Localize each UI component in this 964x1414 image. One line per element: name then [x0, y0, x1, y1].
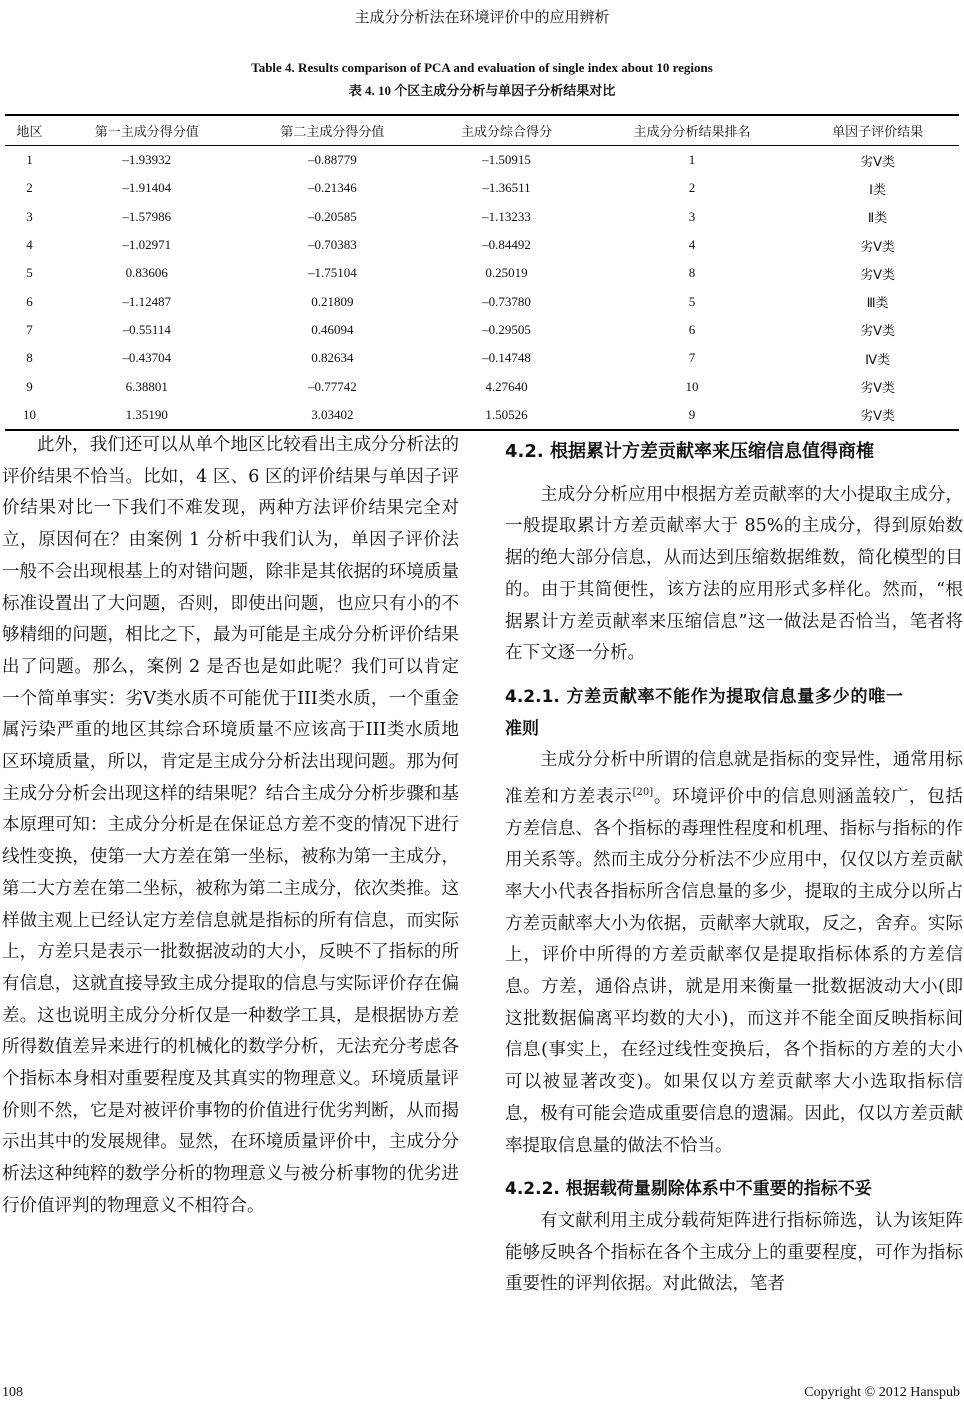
- table-cell: Ⅲ类: [866, 295, 889, 311]
- page-number: 108: [2, 1385, 23, 1400]
- table-header: [5, 115, 959, 146]
- table-cell: –0.20585: [307, 208, 357, 224]
- right-column: [505, 436, 963, 1301]
- table-row: [5, 146, 959, 175]
- table-cell: 9: [26, 378, 33, 394]
- table-cell: 0.82634: [311, 350, 354, 366]
- table-cell: 6: [688, 321, 696, 337]
- table-cell: 1: [688, 152, 696, 168]
- table-cell: –1.36511: [482, 180, 531, 196]
- table-row: [5, 316, 959, 344]
- citation[interactable]: [20]: [632, 787, 654, 799]
- table-row: [5, 259, 959, 287]
- paragraph: 主成分分析应用中根据方差贡献率的大小提取主成分，一般提取累计方差贡献率大于 85%的主成分，得到原始数据的绝大部分信息，从而达到压缩数据维数，简化模型的目的。由于其简便性，该方法的应用形式多样化。然而，“根据累计方差贡献率来压缩信息”这一做法是否恰当，笔者将在下文逐一分析。: [505, 484, 963, 664]
- table-cell: –0.88779: [307, 152, 357, 168]
- table-cell: 3: [688, 208, 696, 224]
- table-cell: 2: [688, 180, 696, 196]
- table-cell: 0.83606: [125, 265, 168, 281]
- section-heading-4-2-2: 4.2.2. 根据载荷量剔除体系中不重要的指标不妥: [505, 1179, 872, 1200]
- table-cell: 3: [26, 208, 33, 224]
- column-header: 单因子评价结果: [832, 124, 924, 139]
- table-row: [5, 344, 959, 372]
- table-cell: –1.50915: [482, 152, 531, 168]
- table-cell: –1.93932: [122, 152, 172, 168]
- table-cell: 劣Ⅴ类: [860, 266, 896, 282]
- section-heading-4-2-1: [505, 682, 963, 745]
- table-cell: Ⅳ类: [865, 351, 891, 367]
- section-heading-4-2: 4.2. 根据累计方差贡献率来压缩信息值得商榷: [505, 441, 874, 462]
- table-cell: Ⅰ类: [869, 181, 886, 197]
- table-cell: 4: [26, 237, 33, 253]
- table-cell: –1.12487: [122, 293, 172, 309]
- table-cell: 1: [26, 152, 33, 168]
- table-cell: 1.35190: [125, 406, 168, 422]
- copyright: Copyright © 2012 Hanspub: [804, 1385, 960, 1400]
- text: 主成分分析中所谓的信息就是指标的变异性，通常用标准差和方差表示: [505, 750, 963, 807]
- table-cell: –0.43704: [122, 350, 172, 366]
- table-cell: 劣Ⅴ类: [860, 380, 896, 396]
- paragraph: 有文献利用主成分载荷矩阵进行指标筛选，认为该矩阵能够反映各个指标在各个主成分上的重要程度，可作为指标重要性的评判依据。对此做法，笔者: [505, 1211, 963, 1295]
- table-cell: 3.03402: [311, 406, 354, 422]
- column-header: 第二主成分得分值: [280, 124, 385, 139]
- table-cell: 0.46094: [311, 321, 354, 337]
- table-cell: –1.13233: [482, 208, 531, 224]
- table-cell: 6.38801: [125, 378, 168, 394]
- text: 。环境评价中的信息则涵盖较广，包括方差信息、各个指标的毒理性程度和机理、指标与指标的作用关系等。然而主成分分析法不少应用中，仅仅以方差贡献率大小代表各指标所含信息量的多少，提取的主成分以所占方差贡献率大小为依据，贡献率大就取，反之，舍弃。实际上，评价中所得的方差贡献率仅是提取指标体系的方差信息。方差，通俗点讲，就是用来衡量一批数据波动大小(即这批数据偏离平均数的大小)，而这并不能全面反映指标间信息(事实上，在经过线性变换后，各个指标的方差的大小可以被显著改变)。如果仅以方差贡献率大小选取指标信息，极有可能会造成重要信息的遗漏。因此，仅以方差贡献率提取信息量的做法不恰当。: [505, 786, 964, 1156]
- table-cell: 5: [26, 265, 33, 281]
- table-cell: 5: [688, 293, 696, 309]
- left-column: [2, 430, 459, 1223]
- table-cell: 0.25019: [485, 265, 528, 281]
- table-cell: –1.75104: [307, 265, 357, 281]
- table-cell: –0.73780: [482, 293, 531, 309]
- table-cell: 7: [688, 350, 696, 366]
- table-cell: –1.91404: [122, 180, 172, 196]
- table-cell: 劣Ⅴ类: [860, 238, 896, 254]
- table-cell: –0.70383: [307, 237, 357, 253]
- table-row: [5, 372, 959, 400]
- table-cell: 4: [688, 237, 696, 253]
- column-header: 第一主成分得分值: [94, 124, 199, 139]
- table-cell: 1.50526: [485, 406, 528, 422]
- running-title: 主成分分析法在环境评价中的应用辨析: [354, 8, 610, 26]
- table-cell: 6: [26, 293, 33, 309]
- table-cell: 10: [23, 406, 37, 422]
- table-cell: –0.55114: [122, 321, 171, 337]
- table-caption-en: Table 4. Results comparison of PCA and evaluation of single index about 10 regions: [251, 60, 713, 75]
- table-cell: 10: [685, 378, 699, 394]
- table-row: [5, 231, 959, 259]
- results-table: [5, 114, 959, 431]
- table-row: [5, 174, 959, 202]
- table-cell: –1.02971: [122, 237, 172, 253]
- table-cell: 8: [688, 265, 696, 281]
- table-cell: 8: [26, 350, 33, 366]
- table-cell: –0.77742: [307, 378, 357, 394]
- table-row: [5, 287, 959, 315]
- table-cell: 劣Ⅴ类: [860, 408, 896, 424]
- table-cell: 4.27640: [485, 378, 528, 394]
- table-cell: –0.14748: [482, 350, 531, 366]
- table-cell: –0.21346: [307, 180, 357, 196]
- table-cell: 7: [26, 321, 33, 337]
- table-row: [5, 203, 959, 231]
- table-cell: –0.84492: [482, 237, 531, 253]
- column-header: 地区: [16, 124, 43, 139]
- table-cell: 9: [688, 406, 696, 422]
- column-header: 主成分综合得分: [460, 124, 552, 139]
- heading-text: 4.2.1. 方差贡献率不能作为提取信息量多少的唯一准则: [505, 686, 903, 739]
- column-header: 主成分分析结果排名: [633, 124, 751, 139]
- table-cell: 劣Ⅴ类: [860, 323, 896, 339]
- paragraph: [505, 745, 963, 1162]
- table-cell: 劣Ⅴ类: [860, 153, 896, 169]
- table-cell: –1.57986: [122, 208, 172, 224]
- table-cell: 0.21809: [311, 293, 354, 309]
- paragraph: 此外，我们还可以从单个地区比较看出主成分分析法的评价结果不恰当。比如，4 区、6 区的评价结果与单因子评价结果对比一下我们不难发现，两种方法评价结果完全对立，原因何在？由案例 1 分析中我们认为，单因子评价法一般不会出现根基上的对错问题，除非是其依据的环境质量标准设置出了大问题，否则，即使出问题，也应只有小的不够精细的问题，相比之下，最为可能是主成分分析评价结果出了问题。那么，案例 2 是否也是如此呢？我们可以肯定一个简单事实：劣Ⅴ类水质不可能优于III类水质，一个重金属污染严重的地区其综合环境质量不应该高于III类水质地区环境质量，所以，肯定是主成分分析法出现问题。那为何主成分分析会出现这样的结果呢？结合主成分分析步骤和基本原理可知：主成分分析是在保证总方差不变的情况下进行线性变换，使第一大方差在第一坐标，被称为第一主成分，第二大方差在第二坐标，被称为第二主成分，依次类推。这样做主观上已经认定方差信息就是指标的所有信息，而实际上，方差只是表示一批数据波动的大小，反映不了指标的所有信息，这就直接导致主成分提取的信息与实际评价存在偏差。这也说明主成分分析仅是一种数学工具，是根据协方差所得数值差异来进行的机械化的数学分析，无法充分考虑各个指标本身相对重要程度及其真实的物理意义。环境质量评价则不然，它是对被评价事物的价值进行优劣判断，从而揭示出其中的发展规律。显然，在环境质量评价中，主成分分析法这种纯粹的数学分析的物理意义与被分析事物的优劣进行价值评判的物理意义不相符合。: [2, 435, 459, 1216]
- table-row: [5, 401, 959, 430]
- table-cell: 2: [26, 180, 33, 196]
- table-cell: Ⅱ类: [867, 210, 888, 226]
- table-caption-zh: 表 4. 10 个区主成分分析与单因子分析结果对比: [348, 83, 616, 98]
- table-cell: –0.29505: [482, 321, 531, 337]
